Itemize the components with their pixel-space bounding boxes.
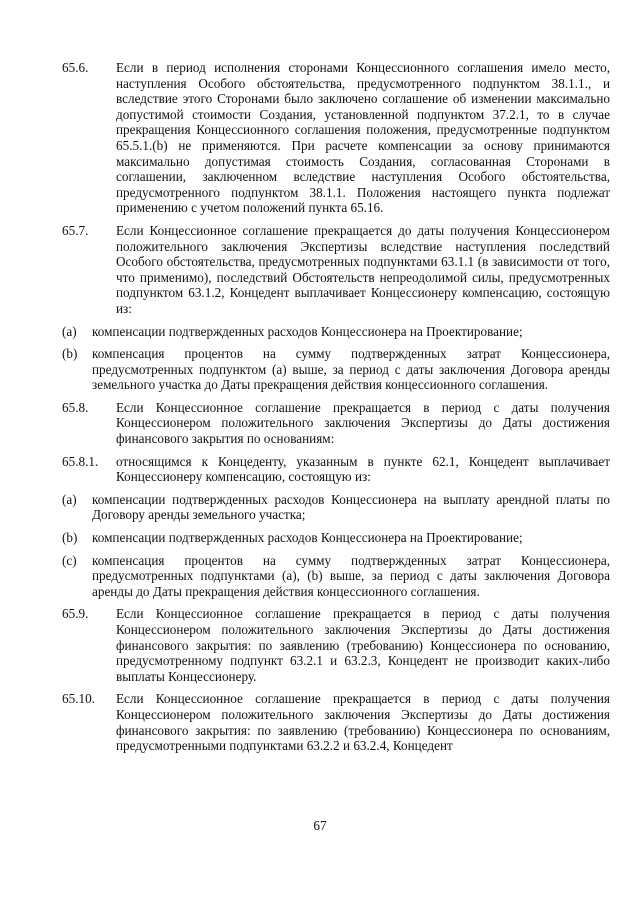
clause-number: 65.9. [62, 606, 89, 622]
subclause-text: компенсации подтвержденных расходов Концессионера на Проектирование; [92, 323, 523, 339]
subclause-letter: (b) [62, 346, 78, 362]
clause-text: Если Концессионное соглашение прекращается в период с даты получения Концессионером положительного заключения Экспертизы до Даты достижения финансового закрытия: по заявлению (требованию) Концессионера по основанию, предусмотренному подпункт 63.2.1 и 63.2.3, Концедент не производит каких-либо выплаты Концессионеру. [116, 606, 610, 684]
clause-number: 65.8.1. [62, 453, 99, 469]
clause-number: 65.8. [62, 399, 89, 415]
subclause-b [62, 530, 610, 546]
document-body [62, 60, 610, 761]
clause-text: Если Концессионное соглашение прекращается до даты получения Концессионером положительного заключения Экспертизы вследствие наступления последствий Особого обстоятельства, предусмотренных подпунктами 63.1.1 (в зависимости от того, что применимо), последствий Обстоятельств непреодолимой силы, предусмотренных подпунктом 63.1.2, Концедент выплачивает Концессионеру компенсацию, состоящую из: [116, 222, 610, 316]
page-number: 67 [313, 818, 327, 833]
clause-text: относящимся к Концеденту, указанным в пункте 62.1, Концедент выплачивает Концессионеру компенсацию, состоящую из: [116, 453, 610, 485]
clause-65-10 [62, 691, 610, 753]
clause-text: Если Концессионное соглашение прекращается в период с даты получения Концессионером положительного заключения Экспертизы до Даты достижения финансового закрытия: по заявлению (требованию) Концессионера по основаниям, предусмотренными подпунктами 63.2.2 и 63.2.4, Концедент [116, 691, 610, 754]
clause-65-6 [62, 60, 610, 216]
subclause-text: компенсация процентов на сумму подтвержденных затрат Концессионера, предусмотренных подпунктом (а) выше, за период с даты заключения Договора аренды земельного участка до Даты прекращения действия концессионного соглашения. [92, 346, 610, 393]
subclause-a [62, 492, 610, 523]
subclause-text: компенсация процентов на сумму подтвержденных затрат Концессионера, предусмотренных подпунктами (а), (b) выше, за период с даты заключения Договора аренды до Даты прекращения действия концессионного соглашения. [92, 552, 610, 599]
subclause-text: компенсации подтвержденных расходов Концессионера на Проектирование; [92, 530, 523, 546]
subclause-letter: (b) [62, 530, 78, 546]
subclause-c [62, 553, 610, 600]
clause-65-7 [62, 223, 610, 317]
subclause-a [62, 324, 610, 340]
clause-65-8-1 [62, 454, 610, 485]
clause-65-8 [62, 400, 610, 447]
clause-text: Если Концессионное соглашение прекращается в период с даты получения Концессионером положительного заключения Экспертизы до Даты достижения финансового закрытия по основаниям: [116, 399, 610, 447]
clause-number: 65.7. [62, 222, 89, 238]
subclause-letter: (a) [62, 491, 77, 507]
clause-text: Если в период исполнения сторонами Концессионного соглашения имело место, наступления Особого обстоятельства, предусмотренного подпунктом 38.1.1., и вследствие этого Сторонами было заключено соглашение об изменении максимально допустимой стоимости Создания, установленной подпунктом 37.2.1, то в случае прекращения Концессионного соглашения положения, предусмотренные подпунктом 65.5.1.(b) не применяются. При расчете компенсации за основу принимаются максимально допустимая стоимость Создания, согласованная Сторонами в соглашении, заключенном вследствие наступления Особого обстоятельства, предусмотренного подпунктом 38.1.1. Положения настоящего пункта подлежат применению с учетом положений пункта 65.16. [116, 60, 610, 216]
subclause-letter: (c) [62, 552, 77, 568]
clause-65-9 [62, 606, 610, 684]
clause-number: 65.10. [62, 691, 95, 707]
subclause-b [62, 346, 610, 393]
subclause-letter: (a) [62, 323, 77, 339]
clause-number: 65.6. [62, 60, 89, 75]
subclause-text: компенсации подтвержденных расходов Концессионера на выплату арендной платы по Договору аренды земельного участка; [92, 491, 610, 523]
